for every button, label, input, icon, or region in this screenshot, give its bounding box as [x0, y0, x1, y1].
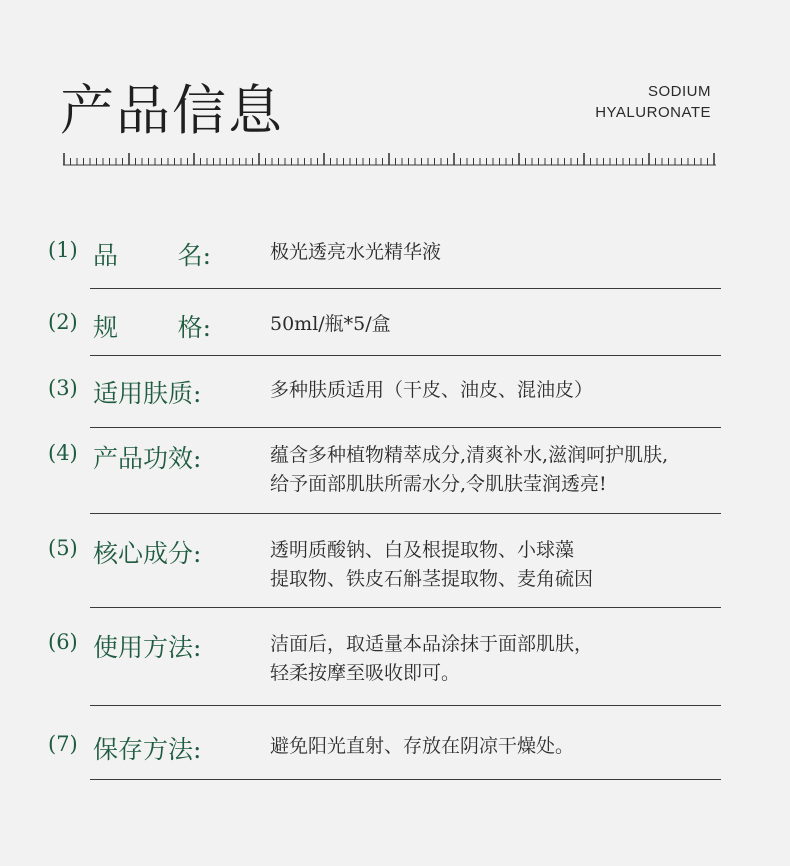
page-title: 产品信息	[60, 79, 284, 142]
value-line: 多种肤质适用（干皮、油皮、混油皮）	[270, 379, 594, 401]
row-value	[270, 310, 391, 339]
row-value	[270, 732, 574, 761]
row-number: (3)	[48, 376, 78, 400]
subtitle-line: HYALURONATE	[595, 104, 711, 121]
row-label-part: 格:	[177, 313, 211, 342]
row-divider	[90, 779, 721, 780]
row-label: 保存方法:	[93, 735, 202, 764]
ruler-graphic	[63, 152, 716, 166]
row-divider	[90, 288, 721, 289]
row-value	[270, 238, 441, 267]
row-label: 使用方法:	[93, 633, 202, 662]
row-label: 适用肤质:	[93, 379, 202, 408]
value-line: 避免阳光直射、存放在阴凉干燥处。	[270, 735, 575, 757]
row-divider	[90, 513, 721, 514]
row-label: 核心成分:	[93, 539, 202, 568]
value-line: 蕴含多种植物精萃成分,清爽补水,滋润呵护肌肤,	[270, 444, 669, 466]
row-number: (6)	[48, 630, 78, 654]
value-line: 洁面后，取适量本品涂抹于面部肌肤，	[270, 633, 594, 655]
value-line: 轻柔按摩至吸收即可。	[270, 662, 461, 684]
row-value	[270, 441, 668, 499]
row-value	[270, 630, 593, 688]
value-line: 透明质酸钠、白及根提取物、小球藻	[270, 539, 575, 561]
row-value	[270, 376, 593, 405]
value-line: 提取物、铁皮石斛茎提取物、麦角硫因	[270, 568, 594, 590]
row-value	[270, 536, 593, 594]
row-label-part: 品	[93, 241, 119, 270]
value-line: 50ml/瓶*5/盒	[270, 313, 391, 335]
row-label	[93, 308, 211, 344]
row-divider	[90, 427, 721, 428]
value-line: 给予面部肌肤所需水分,令肌肤莹润透亮!	[270, 473, 607, 495]
row-number: (2)	[48, 310, 78, 334]
row-number: (4)	[48, 441, 78, 465]
row-number: (1)	[48, 238, 78, 262]
page-subtitle	[595, 81, 711, 123]
row-divider	[90, 607, 721, 608]
row-label: 产品功效:	[93, 444, 202, 473]
row-label-part: 规	[93, 313, 119, 342]
row-divider	[90, 705, 721, 706]
row-label	[93, 236, 211, 272]
row-divider	[90, 355, 721, 356]
row-number: (5)	[48, 536, 78, 560]
row-label-part: 名:	[177, 241, 211, 270]
subtitle-line: SODIUM	[648, 83, 711, 100]
row-number: (7)	[48, 732, 78, 756]
ruler-divider	[63, 152, 716, 166]
value-line: 极光透亮水光精华液	[270, 241, 442, 263]
